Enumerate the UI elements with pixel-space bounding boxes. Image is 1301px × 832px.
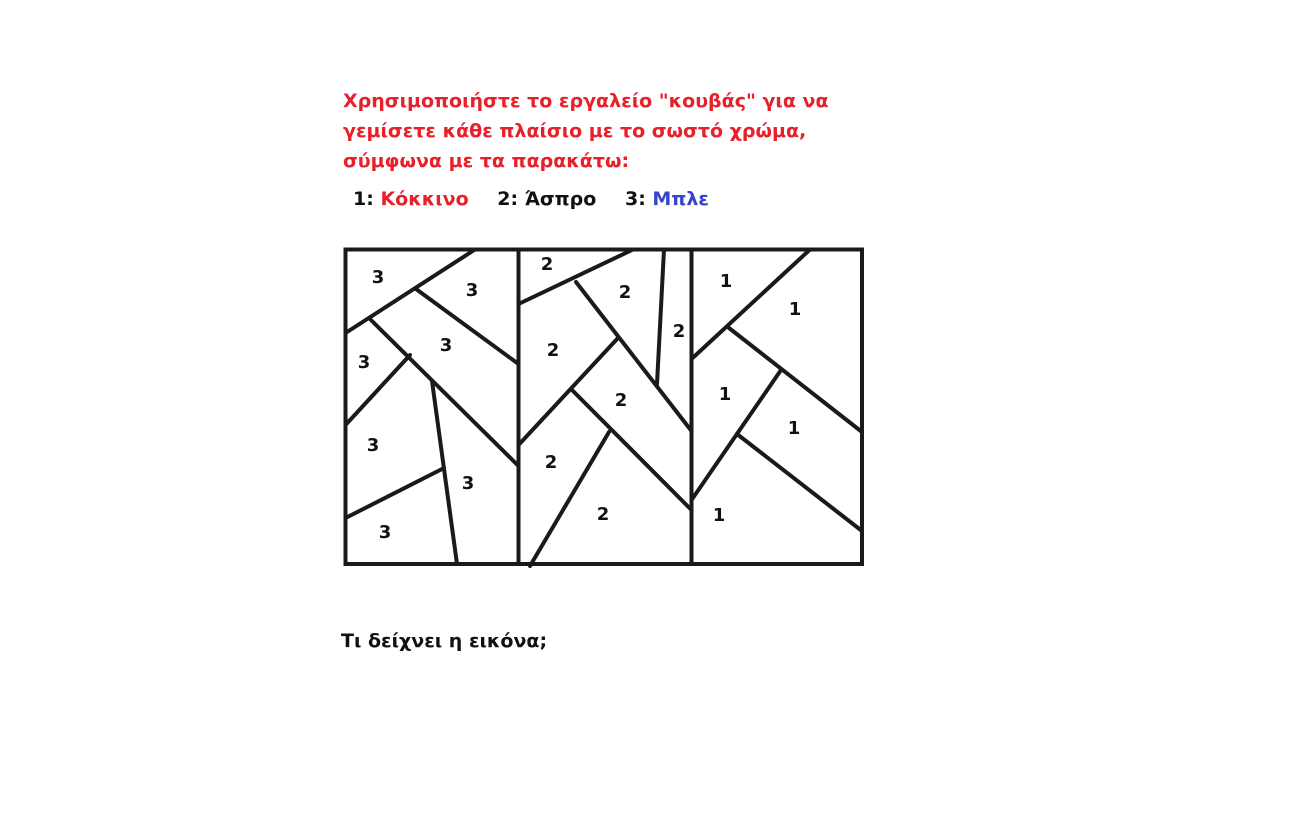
region-number[interactable]: 3 xyxy=(465,280,479,301)
region-number[interactable]: 2 xyxy=(544,452,558,473)
legend-item-blue xyxy=(625,188,709,210)
legend-color-name: Κόκκινο xyxy=(380,188,469,210)
region-number[interactable]: 1 xyxy=(712,505,726,526)
question-text: Τι δείχνει η εικόνα; xyxy=(341,630,548,652)
legend-item-white xyxy=(497,188,603,210)
region-number[interactable]: 2 xyxy=(672,321,686,342)
region-number[interactable]: 1 xyxy=(787,418,801,439)
legend-number: 1: xyxy=(353,188,374,210)
region-number[interactable]: 3 xyxy=(366,435,380,456)
region-number[interactable]: 3 xyxy=(371,267,385,288)
region-number[interactable]: 2 xyxy=(540,254,554,275)
region-number[interactable]: 3 xyxy=(357,352,371,373)
legend-color-name: Άσπρο xyxy=(524,188,597,210)
region-number[interactable]: 2 xyxy=(546,340,560,361)
instructions-text: Χρησιμοποιήστε το εργαλείο "κουβάς" για να γεμίσετε κάθε πλαίσιο με το σωστό χρώμα, σύμφωνα με τα παρακάτω: xyxy=(343,90,829,172)
region-number[interactable]: 3 xyxy=(439,335,453,356)
region-number[interactable]: 2 xyxy=(618,282,632,303)
region-number[interactable]: 3 xyxy=(461,473,475,494)
region-number[interactable]: 2 xyxy=(596,504,610,525)
region-number[interactable]: 1 xyxy=(718,384,732,405)
legend-number: 2: xyxy=(497,188,519,210)
legend-number: 3: xyxy=(624,188,646,210)
color-by-number-puzzle[interactable] xyxy=(340,244,870,574)
legend-item-red xyxy=(353,188,475,210)
region-number[interactable]: 1 xyxy=(719,271,733,292)
region-number[interactable]: 1 xyxy=(788,299,802,320)
legend-color-name: Μπλε xyxy=(652,188,709,210)
region-number[interactable]: 3 xyxy=(378,522,392,543)
color-legend xyxy=(353,186,731,212)
region-number[interactable]: 2 xyxy=(614,390,628,411)
